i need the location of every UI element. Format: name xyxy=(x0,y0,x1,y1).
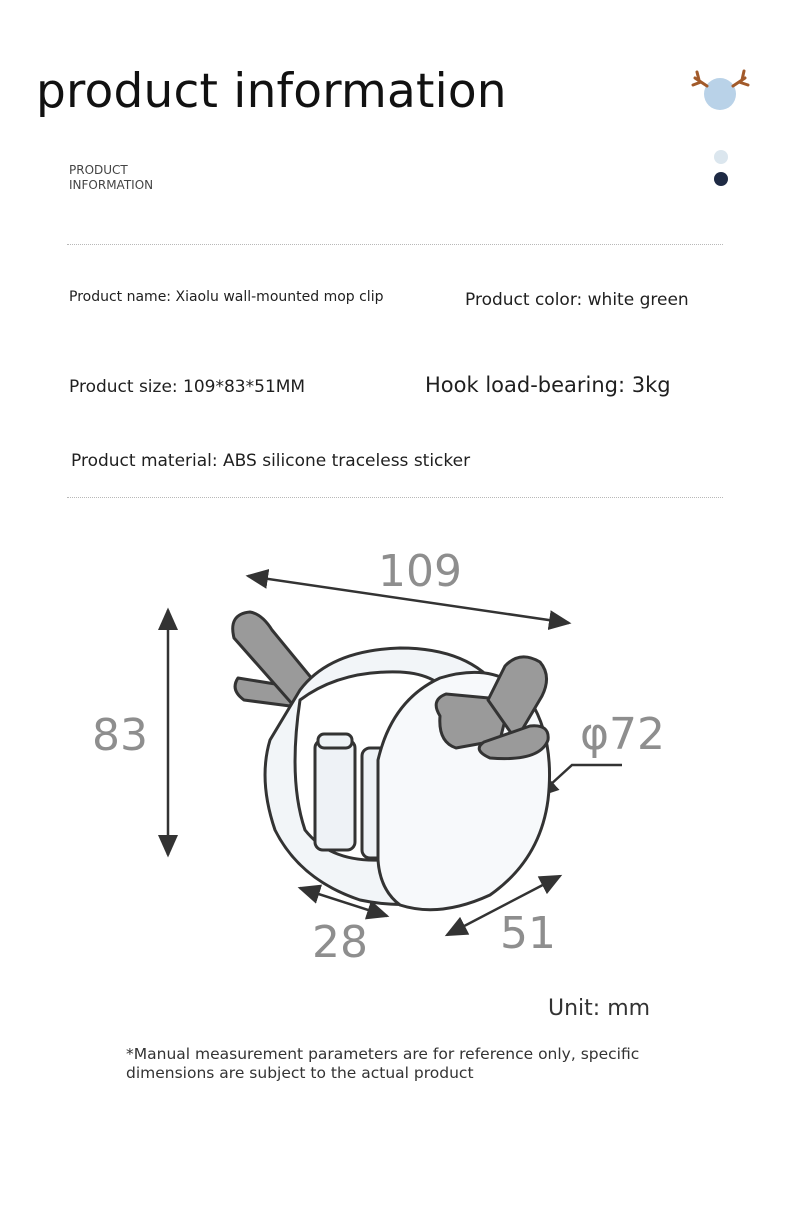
height-label: 83 xyxy=(92,710,148,761)
spec-product-name: Product name: Xiaolu wall-mounted mop clip xyxy=(69,289,384,305)
spec-product-color: Product color: white green xyxy=(465,290,689,310)
spec-hook-load: Hook load-bearing: 3kg xyxy=(425,373,671,397)
length-label: 109 xyxy=(378,546,462,597)
page-title: product information xyxy=(36,64,507,119)
measurement-note xyxy=(126,1045,639,1083)
note-line-1: *Manual measurement parameters are for reference only, specific xyxy=(126,1045,640,1063)
spec-product-material: Product material: ABS silicone traceless sticker xyxy=(71,451,471,471)
note-line-2: dimensions are subject to the actual product xyxy=(126,1064,474,1082)
spec-product-size: Product size: 109*83*51MM xyxy=(69,377,306,397)
subtitle-line-1: PRODUCT xyxy=(69,163,128,177)
depth-b-label: 51 xyxy=(500,908,556,959)
subtitle-line-2: INFORMATION xyxy=(69,178,154,192)
diameter-label: φ72 xyxy=(580,709,666,760)
unit-label: Unit: mm xyxy=(548,996,651,1021)
depth-a-label: 28 xyxy=(312,917,368,968)
mop-clip-illustration xyxy=(233,612,550,910)
